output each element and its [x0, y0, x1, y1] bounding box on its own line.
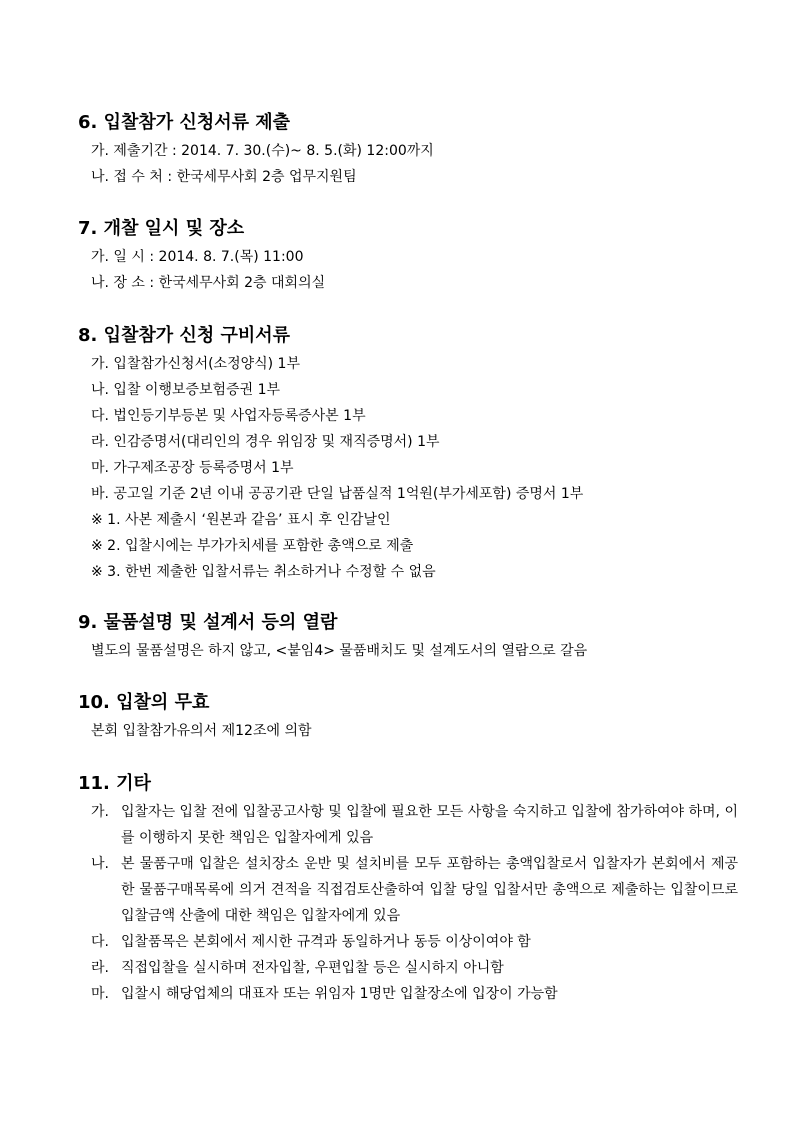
opening-place-line: 나. 장 소 : 한국세무사회 2층 대회의실: [91, 275, 326, 291]
section-8: [78, 323, 738, 585]
submission-place-line: 나. 접 수 처 : 한국세무사회 2층 업무지원팀: [91, 169, 357, 185]
section-10-body: 본회 입찰참가유의서 제12조에 의함: [91, 723, 312, 739]
list-item: [78, 981, 738, 1007]
item-text: 입찰품목은 본회에서 제시한 규격과 동일하거나 동등 이상이여야 함: [121, 934, 531, 950]
list-item: [78, 955, 738, 981]
list-item: 라. 인감증명서(대리인의 경우 위임장 및 재직증명서) 1부: [91, 434, 440, 450]
item-text: 직접입찰을 실시하며 전자입찰, 우편입찰 등은 실시하지 아니함: [121, 960, 504, 976]
list-item: 바. 공고일 기준 2년 이내 공공기관 단일 납품실적 1억원(부가세포함) 증명서 1부: [91, 486, 584, 502]
section-6: [78, 110, 738, 190]
note-item: ※ 3. 한번 제출한 입찰서류는 취소하거나 수정할 수 없음: [91, 564, 436, 580]
list-item: 마. 가구제조공장 등록증명서 1부: [91, 460, 294, 476]
section-11: [78, 771, 738, 1007]
item-marker: 나.: [91, 856, 109, 872]
opening-datetime-line: 가. 일 시 : 2014. 8. 7.(목) 11:00: [91, 249, 304, 265]
list-item: [78, 929, 738, 955]
list-item: [78, 799, 738, 851]
section-11-title: 11. 기타: [78, 773, 151, 794]
section-9: [78, 610, 738, 664]
section-8-title: 8. 입찰참가 신청 구비서류: [78, 325, 291, 346]
list-item: [78, 851, 738, 929]
item-text: 입찰시 해당업체의 대표자 또는 위임자 1명만 입찰장소에 입장이 가능함: [121, 986, 558, 1002]
section-9-title: 9. 물품설명 및 설계서 등의 열람: [78, 612, 338, 633]
list-item: 다. 법인등기부등본 및 사업자등록증사본 1부: [91, 408, 366, 424]
list-item: 나. 입찰 이행보증보험증권 1부: [91, 382, 280, 398]
section-7-title: 7. 개찰 일시 및 장소: [78, 218, 245, 239]
item-marker: 마.: [91, 986, 109, 1002]
item-marker: 다.: [91, 934, 109, 950]
note-item: ※ 1. 사본 제출시 ‘원본과 같음’ 표시 후 인감날인: [91, 512, 391, 528]
item-text: 본 물품구매 입찰은 설치장소 운반 및 설치비를 모두 포함하는 총액입찰로서 입찰자가 본회에서 제공한 물품구매목록에 의거 견적을 직접검토산출하여 입찰 당일 입찰서만 총액으로 제출하는 입찰이므로 입찰금액 산출에 대한 책임은 입찰자에게 있음: [121, 856, 738, 924]
item-marker: 가.: [91, 804, 109, 820]
note-item: ※ 2. 입찰시에는 부가가치세를 포함한 총액으로 제출: [91, 538, 414, 554]
section-9-body: 별도의 물품설명은 하지 않고, <붙임4> 물품배치도 및 설계도서의 열람으로 갈음: [91, 643, 588, 659]
section-10: [78, 690, 738, 744]
item-text: 입찰자는 입찰 전에 입찰공고사항 및 입찰에 필요한 모든 사항을 숙지하고 입찰에 참가하여야 하며, 이를 이행하지 못한 책임은 입찰자에게 있음: [121, 804, 738, 846]
submission-period-line: 가. 제출기간 : 2014. 7. 30.(수)~ 8. 5.(화) 12:00까지: [91, 143, 434, 159]
section-10-title: 10. 입찰의 무효: [78, 692, 210, 713]
section-7: [78, 216, 738, 296]
section-6-title: 6. 입찰참가 신청서류 제출: [78, 112, 291, 133]
list-item: 가. 입찰참가신청서(소정양식) 1부: [91, 356, 300, 372]
item-marker: 라.: [91, 960, 109, 976]
